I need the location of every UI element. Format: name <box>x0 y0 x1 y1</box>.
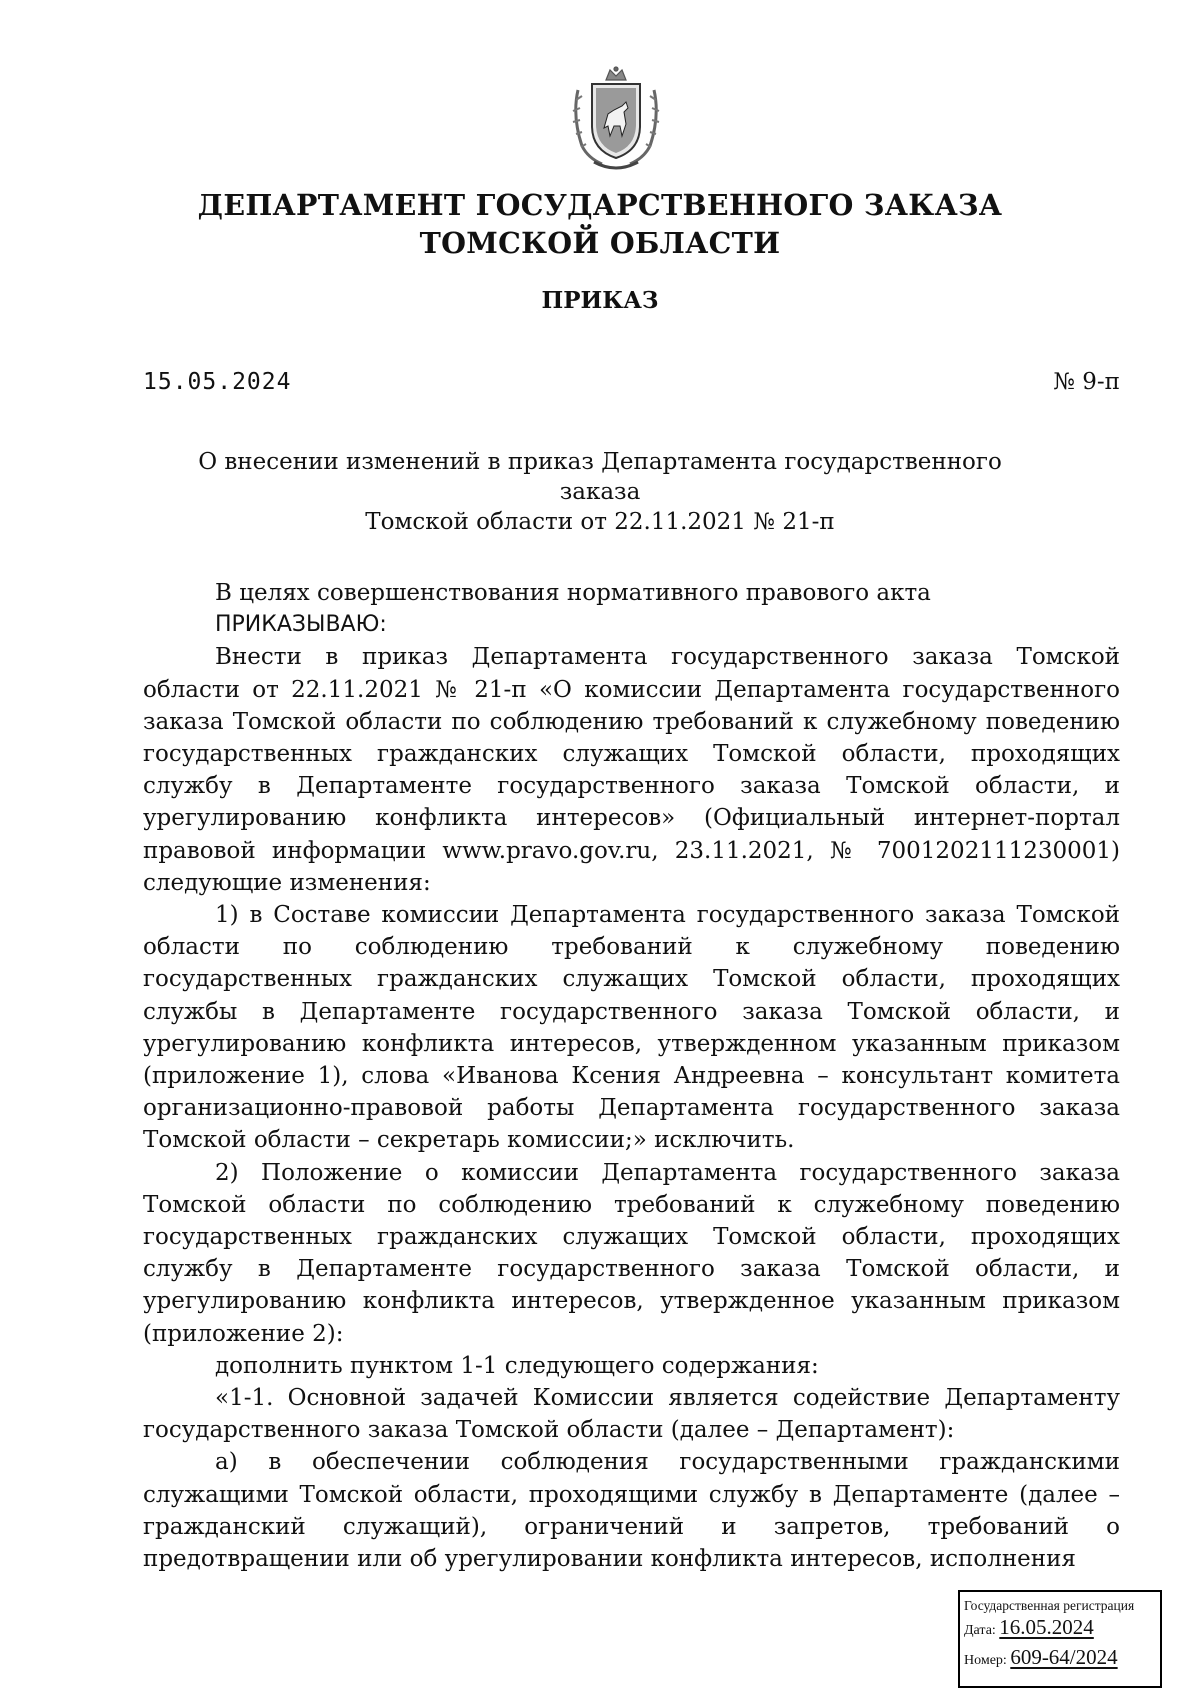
department-title-line1: ДЕПАРТАМЕНТ ГОСУДАРСТВЕННОГО ЗАКАЗА <box>197 188 1003 222</box>
registration-number-value: 609-64/2024 <box>1010 1645 1118 1669</box>
order-number: № 9-п <box>1053 369 1120 395</box>
supplement-instruction: дополнить пунктом 1-1 следующего содержания: <box>215 1352 819 1379</box>
registration-title: Государственная регистрация <box>964 1598 1135 1613</box>
subject-line2: Томской области от 22.11.2021 № 21-п <box>365 509 835 535</box>
registration-date-label: Дата: <box>964 1623 996 1638</box>
coat-of-arms-icon <box>568 66 664 176</box>
subject-line1: О внесении изменений в приказ Департамента государственного заказа <box>198 449 1002 505</box>
order-body <box>143 577 1120 1575</box>
department-title <box>160 186 1040 262</box>
department-title-line2: ТОМСКОЙ ОБЛАСТИ <box>419 226 781 260</box>
order-directive: ПРИКАЗЫВАЮ: <box>215 612 387 638</box>
registration-number-row <box>964 1644 1156 1674</box>
registration-stamp <box>958 1590 1162 1688</box>
order-subject <box>160 447 1040 537</box>
clause-1-1: «1-1. Основной задачей Комиссии является содействие Департаменту государственного заказа Томской области (далее – Департамент): <box>143 1385 1120 1444</box>
clause-1-1-a: а) в обеспечении соблюдения государственными гражданскими служащими Томской области, проходящими службу в Департаменте (далее – гражданский служащий), ограничений и запретов, требований о предотвращении или об урегулировании конфликта интересов, исполнения <box>143 1449 1120 1573</box>
registration-date-value: 16.05.2024 <box>999 1615 1094 1639</box>
registration-number-label: Номер: <box>964 1653 1007 1668</box>
preamble-paragraph: В целях совершенствования нормативного правового акта <box>215 580 931 606</box>
amendment-intro-paragraph: Внести в приказ Департамента государственного заказа Томской области от 22.11.2021 № 21-п «О комиссии Департамента государственного заказа Томской области по соблюдению требований к служебному поведению государственных гражданских служащих Томской области, проходящих службу в Департаменте государственного заказа Томской области, и урегулированию конфликта интересов» (Официальный интернет-портал правовой информации www.pravo.gov.ru, 23.11.2021, № 7001202111230001) следующие изменения: <box>143 644 1120 896</box>
document-type: ПРИКАЗ <box>541 287 659 314</box>
amendment-item-2: 2) Положение о комиссии Департамента государственного заказа Томской области по соблюдению требований к служебному поведению государственных гражданских служащих Томской области, проходящих службу в Департаменте государственного заказа Томской области, и урегулированию конфликта интересов, утвержденное указанным приказом (приложение 2): <box>143 1159 1120 1347</box>
registration-date-row <box>964 1614 1156 1644</box>
amendment-item-1: 1) в Составе комиссии Департамента государственного заказа Томской области по соблюдению требований к служебному поведению государственных гражданских служащих Томской области, проходящих службы в Департаменте государственного заказа Томской области, и урегулированию конфликта интересов, утвержденном указанным приказом (приложение 1), слова «Иванова Ксения Андреевна – консультант комитета организационно-правовой работы Департамента государственного заказа Томской области – секретарь комиссии;» исключить. <box>143 902 1120 1154</box>
order-date: 15.05.2024 <box>143 369 292 395</box>
